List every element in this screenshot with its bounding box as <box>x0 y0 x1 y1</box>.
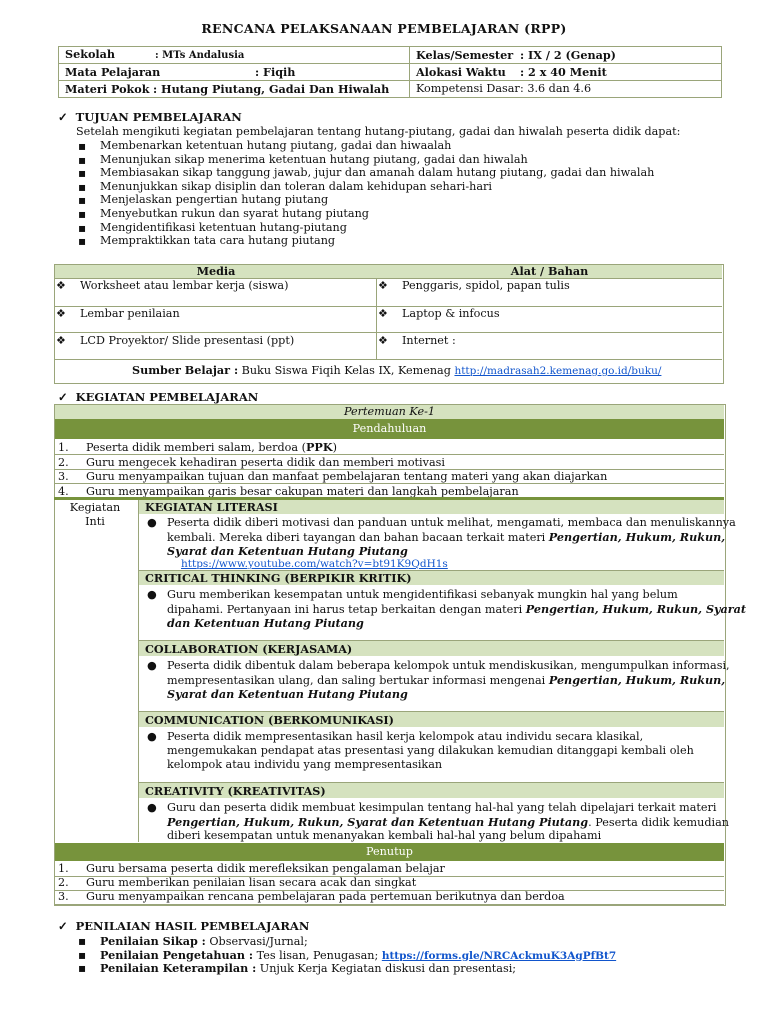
inti-label-line-1: Kegiatan <box>69 501 121 514</box>
penutup-item: 1. Guru bersama peserta didik merefleksikan pengalaman belajar <box>58 862 445 875</box>
mapel-value: : Fiqih <box>255 65 296 79</box>
checkmark-icon: ✓ <box>58 919 68 933</box>
sumber-belajar <box>132 363 661 378</box>
critical-line-1: Guru memberikan kesempatan untuk mengidentifikasi sebanyak mungkin hal yang belum <box>167 588 678 601</box>
alat-item: ❖ Internet : <box>378 334 456 347</box>
creat-line-3: diberi kesempatan untuk menanyakan kembali hal-hal yang belum dipahami <box>167 829 602 842</box>
collab-line-2: mempresentasikan ulang, dan saling bertukar informasi mengenai Pengertian, Hukum, Rukun, <box>167 673 726 687</box>
header-info-table <box>58 46 722 98</box>
diamond-bullet-icon: ❖ <box>378 307 389 320</box>
sumber-label: Sumber Belajar : <box>132 363 239 377</box>
tujuan-item: ▪ Membiasakan sikap tanggung jawab, jujur dan amanah dalam hutang piutang, gadai dan hiwalah <box>76 166 654 180</box>
comm-line-3: kelompok atau individu yang mempresentasikan <box>167 758 443 771</box>
bullet-icon: ● <box>147 659 157 672</box>
alat-column-header: Alat / Bahan <box>510 264 589 278</box>
literasi-line-3: Syarat dan Ketentuan Hutang Piutang <box>167 544 408 558</box>
sekolah-label: Sekolah <box>65 47 116 61</box>
kegiatan-section-heading <box>58 390 258 404</box>
penilaian-list <box>76 934 616 975</box>
tujuan-list <box>76 139 654 248</box>
critical-line-3: dan Ketentuan Hutang Piutang <box>167 616 364 630</box>
youtube-link[interactable]: https://www.youtube.com/watch?v=bt91K9QdH1s <box>181 558 448 570</box>
sumber-link[interactable]: http://madrasah2.kemenag.go.id/buku/ <box>454 365 662 377</box>
pendahuluan-header: Pendahuluan <box>55 419 724 439</box>
inti-label-line-2: Inti <box>85 515 105 528</box>
media-item: ❖ Worksheet atau lembar kerja (siswa) <box>56 279 289 292</box>
tujuan-item: ▪ Menjelaskan pengertian hutang piutang <box>76 193 654 207</box>
mapel-label: Mata Pelajaran <box>65 65 161 79</box>
sekolah-value: : MTs Andalusia <box>155 50 245 61</box>
penilaian-section-heading <box>58 919 309 933</box>
comm-title: COMMUNICATION (BERKOMUNIKASI) <box>145 713 394 727</box>
diamond-bullet-icon: ❖ <box>56 279 67 292</box>
bullet-icon: ● <box>147 588 157 601</box>
tujuan-item: ▪ Mempraktikkan tata cara hutang piutang <box>76 234 654 248</box>
bullet-icon: ● <box>147 516 157 529</box>
tujuan-section-heading <box>58 110 242 124</box>
comm-line-2: mengemukakan pendapat atas presentasi yang dilakukan kemudian ditanggapi kembali oleh <box>167 744 694 757</box>
alat-item: ❖ Penggaris, spidol, papan tulis <box>378 279 570 292</box>
media-column-header: Media <box>196 264 236 278</box>
materi-label: Materi Pokok <box>65 82 150 96</box>
tujuan-item: ▪ Mengidentifikasi ketentuan hutang-piutang <box>76 221 654 235</box>
kelas-value: : IX / 2 (Genap) <box>520 48 616 62</box>
critical-line-2: dipahami. Pertanyaan ini harus tetap berkaitan dengan materi Pengertian, Hukum, Rukun, Syarat <box>167 602 747 616</box>
collab-title: COLLABORATION (KERJASAMA) <box>145 642 353 656</box>
penilaian-keterampilan: ▪ Penilaian Keterampilan : Unjuk Kerja Kegiatan diskusi dan presentasi; <box>76 961 616 975</box>
pendahuluan-item: 4. Guru menyampaikan garis besar cakupan materi dan langkah pembelajaran <box>58 484 519 498</box>
sumber-text: Buku Siswa Fiqih Kelas IX, Kemenag <box>238 364 455 377</box>
bullet-icon: ● <box>147 730 157 743</box>
collab-line-1: Peserta didik dibentuk dalam beberapa kelompok untuk mendiskusikan, mengumpulkan informasi, <box>167 659 730 672</box>
diamond-bullet-icon: ❖ <box>56 334 67 347</box>
creat-line-2: Pengertian, Hukum, Rukun, Syarat dan Ketentuan Hutang Piutang. Peserta didik kemudian <box>167 815 729 829</box>
kelas-label: Kelas/Semester <box>416 48 514 62</box>
pendahuluan-item: 1. Peserta didik memberi salam, berdoa (PPK) <box>58 440 337 454</box>
bullet-icon: ● <box>147 801 157 814</box>
media-item: ❖ LCD Proyektor/ Slide presentasi (ppt) <box>56 334 295 347</box>
creat-line-1: Guru dan peserta didik membuat kesimpulan tentang hal-hal yang telah dipelajari terkait materi <box>167 801 717 814</box>
alokasi-label: Alokasi Waktu <box>416 65 506 79</box>
materi-value: : Hutang Piutang, Gadai Dan Hiwalah <box>153 82 390 96</box>
penilaian-sikap: ▪ Penilaian Sikap : Observasi/Jurnal; <box>76 934 616 948</box>
penutup-item: 2. Guru memberikan penilaian lisan secara acak dan singkat <box>58 876 417 889</box>
diamond-bullet-icon: ❖ <box>378 279 389 292</box>
critical-title: CRITICAL THINKING (BERPIKIR KRITIK) <box>145 571 412 585</box>
tujuan-item: ▪ Menunjukan sikap menerima ketentuan hutang piutang, gadai dan hiwalah <box>76 153 654 167</box>
tujuan-intro: Setelah mengikuti kegiatan pembelajaran tentang hutang-piutang, gadai dan hiwalah peserta didik dapat: <box>76 125 681 138</box>
kegiatan-heading-text: KEGIATAN PEMBELAJARAN <box>75 390 259 404</box>
diamond-bullet-icon: ❖ <box>378 334 389 347</box>
tujuan-item: ▪ Menunjukkan sikap disiplin dan toleran dalam kehidupan sehari-hari <box>76 180 654 194</box>
document-title: RENCANA PELAKSANAAN PEMBELAJARAN (RPP) <box>201 21 567 36</box>
pendahuluan-item: 2. Guru mengecek kehadiran peserta didik dan memberi motivasi <box>58 455 445 469</box>
kd-label: Kompetensi Dasar <box>416 82 520 95</box>
penilaian-heading-text: PENILAIAN HASIL PEMBELAJARAN <box>75 919 310 933</box>
penilaian-pengetahuan: ▪ Penilaian Pengetahuan : Tes lisan, Penugasan; https://forms.gle/NRCAckmuK3AgPfBt7 <box>76 948 616 962</box>
collab-line-3: Syarat dan Ketentuan Hutang Piutang <box>167 687 408 701</box>
kegiatan-inti-label <box>56 501 134 529</box>
forms-link[interactable]: https://forms.gle/NRCAckmuK3AgPfBt7 <box>381 949 617 962</box>
tujuan-heading-text: TUJUAN PEMBELAJARAN <box>75 110 242 124</box>
penutup-item: 3. Guru menyampaikan rencana pembelajaran pada pertemuan berikutnya dan berdoa <box>58 890 565 903</box>
creat-title: CREATIVITY (KREATIVITAS) <box>145 784 326 798</box>
diamond-bullet-icon: ❖ <box>56 307 67 320</box>
checkmark-icon: ✓ <box>58 110 68 124</box>
penutup-header: Penutup <box>55 843 724 861</box>
pertemuan-title: Pertemuan Ke-1 <box>55 405 724 419</box>
tujuan-item: ▪ Menyebutkan rukun dan syarat hutang piutang <box>76 207 654 221</box>
tujuan-item: ▪ Membenarkan ketentuan hutang piutang, gadai dan hiwaalah <box>76 139 654 153</box>
kd-value: : 3.6 dan 4.6 <box>520 82 592 95</box>
media-item: ❖ Lembar penilaian <box>56 307 180 320</box>
literasi-line-2: kembali. Mereka diberi tayangan dan bahan bacaan terkait materi Pengertian, Hukum, Rukun, <box>167 530 726 544</box>
literasi-title: KEGIATAN LITERASI <box>145 500 278 514</box>
comm-line-1: Peserta didik mempresentasikan hasil kerja kelompok atau individu secara klasikal, <box>167 730 644 743</box>
literasi-line-1: Peserta didik diberi motivasi dan panduan untuk melihat, mengamati, membaca dan menuliskannya <box>167 516 736 529</box>
pendahuluan-item: 3. Guru menyampaikan tujuan dan manfaat pembelajaran tentang materi yang akan diajarkan <box>58 470 608 483</box>
checkmark-icon: ✓ <box>58 390 68 404</box>
alat-item: ❖ Laptop & infocus <box>378 307 500 320</box>
alokasi-value: : 2 x 40 Menit <box>520 65 607 79</box>
